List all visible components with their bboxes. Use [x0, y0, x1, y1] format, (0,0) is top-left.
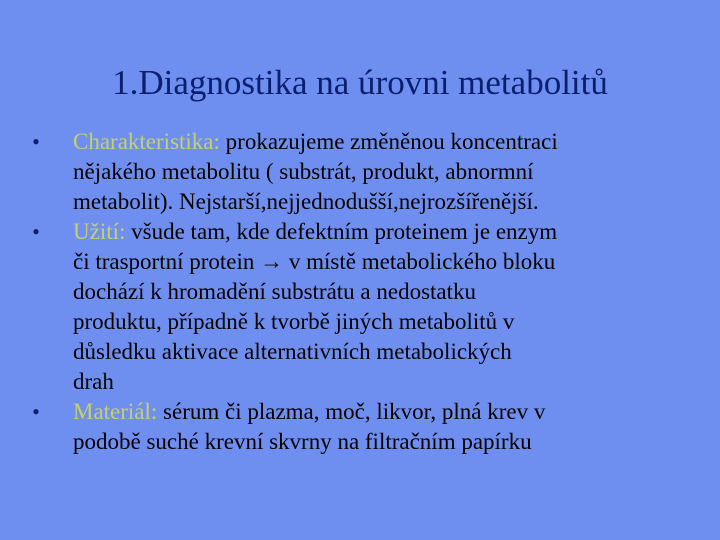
bullet-keyword: Materiál: [73, 399, 158, 424]
bullet-text: produktu, případně k tvorbě jiných metabolitů v [73, 309, 515, 334]
bullet-text: prokazujeme změněnou koncentraci [219, 129, 558, 154]
bullet-marker: • [32, 399, 40, 424]
bullet-text: důsledku aktivace alternativních metabolických [73, 339, 512, 364]
bullet-material [28, 397, 693, 457]
bullet-line [73, 397, 693, 427]
bullet-text: všude tam, kde defektním proteinem je enzym [125, 219, 558, 244]
bullet-marker: • [32, 219, 40, 244]
bullet-list [28, 127, 693, 457]
bullet-marker: • [32, 129, 40, 154]
bullet-keyword: Charakteristika: [73, 129, 220, 154]
bullet-line [73, 127, 693, 157]
bullet-keyword: Užití: [73, 219, 126, 244]
bullet-line [73, 217, 693, 247]
bullet-charakteristika [28, 127, 693, 217]
bullet-uziti [28, 217, 693, 397]
bullet-text: podobě suché krevní skvrny na filtračním papírku [73, 429, 532, 454]
bullet-text: nějakého metabolitu ( substrát, produkt, abnormní [73, 159, 534, 184]
bullet-text: drah [73, 369, 114, 394]
bullet-text: metabolit). Nejstarší,nejjednodušší,nejrozšířenější. [73, 189, 539, 214]
slide-title: 1.Diagnostika na úrovni metabolitů [112, 63, 608, 102]
bullet-text: dochází k hromadění substrátu a nedostatku [73, 279, 477, 304]
bullet-text: sérum či plazma, moč, likvor, plná krev v [157, 399, 546, 424]
bullet-text: či trasportní protein → v místě metabolického bloku [73, 249, 556, 274]
